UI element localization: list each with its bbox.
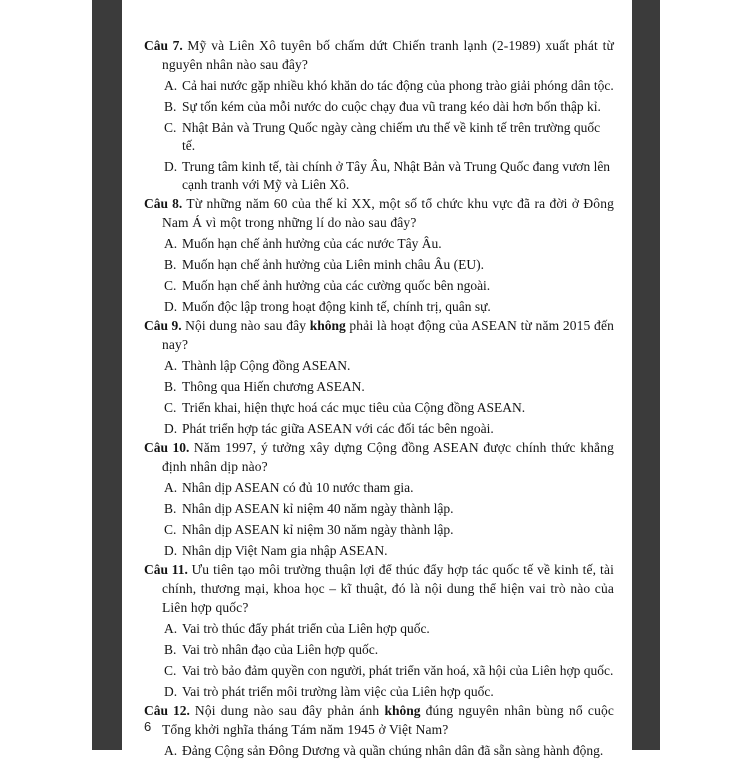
option-letter: A. bbox=[164, 78, 178, 93]
option-b bbox=[144, 256, 614, 274]
option-letter: C. bbox=[164, 120, 177, 135]
option-letter: D. bbox=[164, 299, 178, 314]
question-number: Câu 12. bbox=[144, 703, 190, 718]
option-d bbox=[144, 298, 614, 316]
option-c bbox=[144, 662, 614, 680]
option-letter: A. bbox=[164, 358, 178, 373]
question-text-before: Nội dung nào sau đây phản ánh bbox=[194, 703, 385, 718]
question-9-stem bbox=[144, 316, 614, 354]
option-letter: D. bbox=[164, 543, 178, 558]
option-text: Vai trò nhân đạo của Liên hợp quốc. bbox=[182, 642, 379, 657]
question-11 bbox=[144, 560, 614, 701]
option-letter: A. bbox=[164, 621, 178, 636]
option-d bbox=[144, 683, 614, 701]
option-text: Nhân dịp Việt Nam gia nhập ASEAN. bbox=[182, 543, 388, 558]
question-9 bbox=[144, 316, 614, 438]
question-12 bbox=[144, 701, 614, 760]
option-text: Sự tốn kém của mỗi nước do cuộc chạy đua vũ trang kéo dài hơn bốn thập kỉ. bbox=[182, 99, 601, 114]
question-12-stem bbox=[144, 701, 614, 739]
question-7 bbox=[144, 36, 614, 194]
question-list bbox=[144, 36, 614, 760]
option-text: Thông qua Hiến chương ASEAN. bbox=[182, 379, 365, 394]
option-text: Thành lập Cộng đồng ASEAN. bbox=[182, 358, 351, 373]
option-text: Nhân dịp ASEAN kỉ niệm 40 năm ngày thành lập. bbox=[182, 501, 454, 516]
emphasis-word: không bbox=[309, 318, 346, 333]
question-number: Câu 7. bbox=[144, 38, 183, 53]
option-a bbox=[144, 77, 614, 95]
option-b bbox=[144, 378, 614, 396]
option-c bbox=[144, 277, 614, 295]
option-letter: B. bbox=[164, 379, 177, 394]
question-number: Câu 8. bbox=[144, 196, 183, 211]
option-text: Cả hai nước gặp nhiều khó khăn do tác động của phong trào giải phóng dân tộc. bbox=[182, 78, 614, 93]
option-text: Nhật Bản và Trung Quốc ngày càng chiếm ưu thế về kinh tế trên trường quốc tế. bbox=[182, 120, 601, 153]
option-b bbox=[144, 641, 614, 659]
question-number: Câu 11. bbox=[144, 562, 188, 577]
option-text: Muốn hạn chế ảnh hưởng của Liên minh châu Âu (EU). bbox=[182, 257, 484, 272]
option-text: Nhân dịp ASEAN kỉ niệm 30 năm ngày thành lập. bbox=[182, 522, 454, 537]
option-b bbox=[144, 98, 614, 116]
option-letter: C. bbox=[164, 663, 177, 678]
option-letter: B. bbox=[164, 99, 177, 114]
option-letter: D. bbox=[164, 421, 178, 436]
question-11-stem bbox=[144, 560, 614, 617]
question-text: Ưu tiên tạo môi trường thuận lợi để thúc đẩy hợp tác quốc tế về kinh tế, tài chính, thương mại, khoa học – kĩ thuật, đó là nội dung thể hiện vai trò nào của Liên hợp quốc? bbox=[162, 562, 615, 615]
option-letter: D. bbox=[164, 684, 178, 699]
question-text: Năm 1997, ý tưởng xây dựng Cộng đồng ASEAN được chính thức khẳng định nhân dịp nào? bbox=[162, 440, 614, 474]
option-letter: A. bbox=[164, 480, 178, 495]
question-10 bbox=[144, 438, 614, 560]
option-letter: B. bbox=[164, 257, 177, 272]
question-8-stem bbox=[144, 194, 614, 232]
option-text: Đảng Cộng sản Đông Dương và quần chúng nhân dân đã sẵn sàng hành động. bbox=[182, 743, 604, 758]
option-c bbox=[144, 119, 614, 155]
option-a bbox=[144, 479, 614, 497]
option-letter: A. bbox=[164, 743, 178, 758]
option-d bbox=[144, 420, 614, 438]
option-letter: A. bbox=[164, 236, 178, 251]
option-text: Phát triển hợp tác giữa ASEAN với các đối tác bên ngoài. bbox=[182, 421, 494, 436]
option-text: Muốn hạn chế ảnh hưởng của các nước Tây Âu. bbox=[182, 236, 442, 251]
question-text-after: đúng nguyên nhân bùng nổ cuộc Tổng khởi nghĩa tháng Tám năm 1945 ở Việt Nam? bbox=[162, 703, 615, 737]
option-a bbox=[144, 742, 614, 760]
option-a bbox=[144, 357, 614, 375]
option-a bbox=[144, 235, 614, 253]
option-letter: C. bbox=[164, 278, 177, 293]
option-text: Vai trò thúc đẩy phát triển của Liên hợp quốc. bbox=[182, 621, 430, 636]
question-text: Từ những năm 60 của thế kỉ XX, một số tổ chức khu vực đã ra đời ở Đông Nam Á vì một trong những lí do nào sau đây? bbox=[162, 196, 614, 230]
option-letter: D. bbox=[164, 159, 178, 174]
emphasis-word: không bbox=[384, 703, 421, 718]
question-text: Mỹ và Liên Xô tuyên bố chấm dứt Chiến tranh lạnh (2-1989) xuất phát từ nguyên nhân nào sau đây? bbox=[162, 38, 615, 72]
option-letter: B. bbox=[164, 642, 177, 657]
option-letter: B. bbox=[164, 501, 177, 516]
option-text: Vai trò phát triển môi trường làm việc của Liên hợp quốc. bbox=[182, 684, 494, 699]
page-number: 6 bbox=[144, 719, 152, 734]
question-7-stem bbox=[144, 36, 614, 74]
question-text-before: Nội dung nào sau đây bbox=[185, 318, 310, 333]
option-c bbox=[144, 521, 614, 539]
question-8 bbox=[144, 194, 614, 316]
question-number: Câu 9. bbox=[144, 318, 182, 333]
option-c bbox=[144, 399, 614, 417]
question-10-stem bbox=[144, 438, 614, 476]
option-text: Trung tâm kinh tế, tài chính ở Tây Âu, Nhật Bản và Trung Quốc đang vươn lên cạnh tranh với Mỹ và Liên Xô. bbox=[182, 159, 611, 192]
question-number: Câu 10. bbox=[144, 440, 190, 455]
option-d bbox=[144, 158, 614, 194]
document-page bbox=[122, 0, 632, 758]
option-d bbox=[144, 542, 614, 560]
question-text-after: phải là hoạt động của ASEAN từ năm 2015 đến nay? bbox=[162, 318, 614, 352]
option-letter: C. bbox=[164, 400, 177, 415]
option-text: Muốn hạn chế ảnh hưởng của các cường quốc bên ngoài. bbox=[182, 278, 491, 293]
option-text: Triển khai, hiện thực hoá các mục tiêu của Cộng đồng ASEAN. bbox=[182, 400, 526, 415]
option-letter: C. bbox=[164, 522, 177, 537]
option-b bbox=[144, 500, 614, 518]
option-a bbox=[144, 620, 614, 638]
option-text: Nhân dịp ASEAN có đủ 10 nước tham gia. bbox=[182, 480, 414, 495]
option-text: Muốn độc lập trong hoạt động kinh tế, chính trị, quân sự. bbox=[182, 299, 491, 314]
option-text: Vai trò bảo đảm quyền con người, phát triển văn hoá, xã hội của Liên hợp quốc. bbox=[182, 663, 614, 678]
